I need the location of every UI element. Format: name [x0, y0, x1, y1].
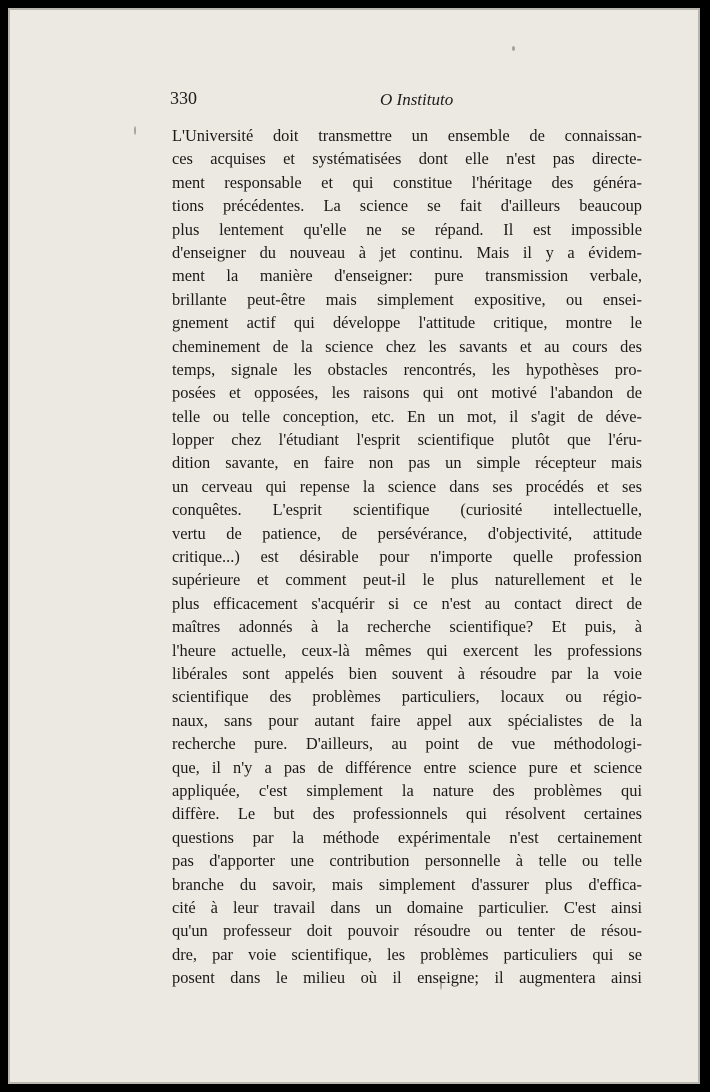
text-line: un cerveau qui repense la science dans ses procédés et ses	[172, 476, 642, 496]
text-line: cheminement de la science chez les savants et au cours des	[172, 336, 642, 356]
text-line: questions par la méthode expérimentale n'est certainement	[172, 827, 642, 847]
text-line: l'heure actuelle, ceux-là mêmes qui exercent les professions	[172, 640, 642, 660]
text-line: ment la manière d'enseigner: pure transmission verbale,	[172, 266, 642, 286]
text-line: maîtres adonnés à la recherche scientifique? Et puis, à	[172, 617, 642, 637]
body-text	[172, 124, 642, 989]
text-line: brillante peut-être mais simplement expositive, ou ensei-	[172, 289, 642, 309]
text-line: supérieure et comment peut-il le plus naturellement et le	[172, 570, 642, 590]
text-line: posent dans le milieu où il enseigne; il augmentera ainsi	[172, 968, 642, 988]
text-line: naux, sans pour autant faire appel aux spécialistes de la	[172, 710, 642, 730]
text-line: appliquée, c'est simplement la nature des problèmes qui	[172, 780, 642, 800]
scan-speck	[134, 126, 136, 135]
text-line: posées et opposées, les raisons qui ont motivé l'abandon de	[172, 383, 642, 403]
text-line: qu'un professeur doit pouvoir résoudre ou tenter de résou-	[172, 921, 642, 941]
text-line: scientifique des problèmes particuliers, locaux ou régio-	[172, 687, 642, 707]
text-line: vertu de patience, de persévérance, d'objectivité, attitude	[172, 523, 642, 543]
text-line: critique...) est désirable pour n'importe quelle profession	[172, 547, 642, 567]
text-line: cité à leur travail dans un domaine particulier. C'est ainsi	[172, 897, 642, 917]
text-line: libérales sont appelés bien souvent à résoudre par la voie	[172, 663, 642, 683]
text-line: temps, signale les obstacles rencontrés, les hypothèses pro-	[172, 359, 642, 379]
text-line: branche du savoir, mais simplement d'assurer plus d'effica-	[172, 874, 642, 894]
text-line: dre, par voie scientifique, les problèmes particuliers qui se	[172, 944, 642, 964]
running-title: O Instituto	[380, 90, 454, 109]
page-number: 330	[170, 88, 197, 108]
text-line: plus efficacement s'acquérir si ce n'est au contact direct de	[172, 593, 642, 613]
scan-speck	[512, 46, 515, 51]
text-line: tions précédentes. La science se fait d'ailleurs beaucoup	[172, 196, 642, 216]
text-line: L'Université doit transmettre un ensemble de connaissan-	[172, 126, 642, 145]
text-line: d'enseigner du nouveau à jet continu. Mais il y a évidem-	[172, 242, 642, 262]
text-line: lopper chez l'étudiant l'esprit scientifique plutôt que l'éru-	[172, 430, 642, 450]
text-line: ment responsable et qui constitue l'héritage des généra-	[172, 172, 642, 192]
text-line: pas d'apporter une contribution personnelle à telle ou telle	[172, 851, 642, 871]
text-line: diffère. Le but des professionnels qui résolvent certaines	[172, 804, 642, 824]
text-line: plus lentement qu'elle ne se répand. Il est impossible	[172, 219, 642, 239]
text-line: ces acquises et systématisées dont elle n'est pas directe-	[172, 149, 642, 169]
text-line: dition savante, en faire non pas un simple récepteur mais	[172, 453, 642, 473]
text-line: gnement actif qui développe l'attitude critique, montre le	[172, 313, 642, 333]
text-line: telle ou telle conception, etc. En un mot, il s'agit de déve-	[172, 406, 642, 426]
text-line: recherche pure. D'ailleurs, au point de vue méthodologi-	[172, 734, 642, 754]
page-header	[170, 88, 662, 110]
text-line: conquêtes. L'esprit scientifique (curiosité intellectuelle,	[172, 500, 642, 520]
text-line: que, il n'y a pas de différence entre science pure et science	[172, 757, 642, 777]
